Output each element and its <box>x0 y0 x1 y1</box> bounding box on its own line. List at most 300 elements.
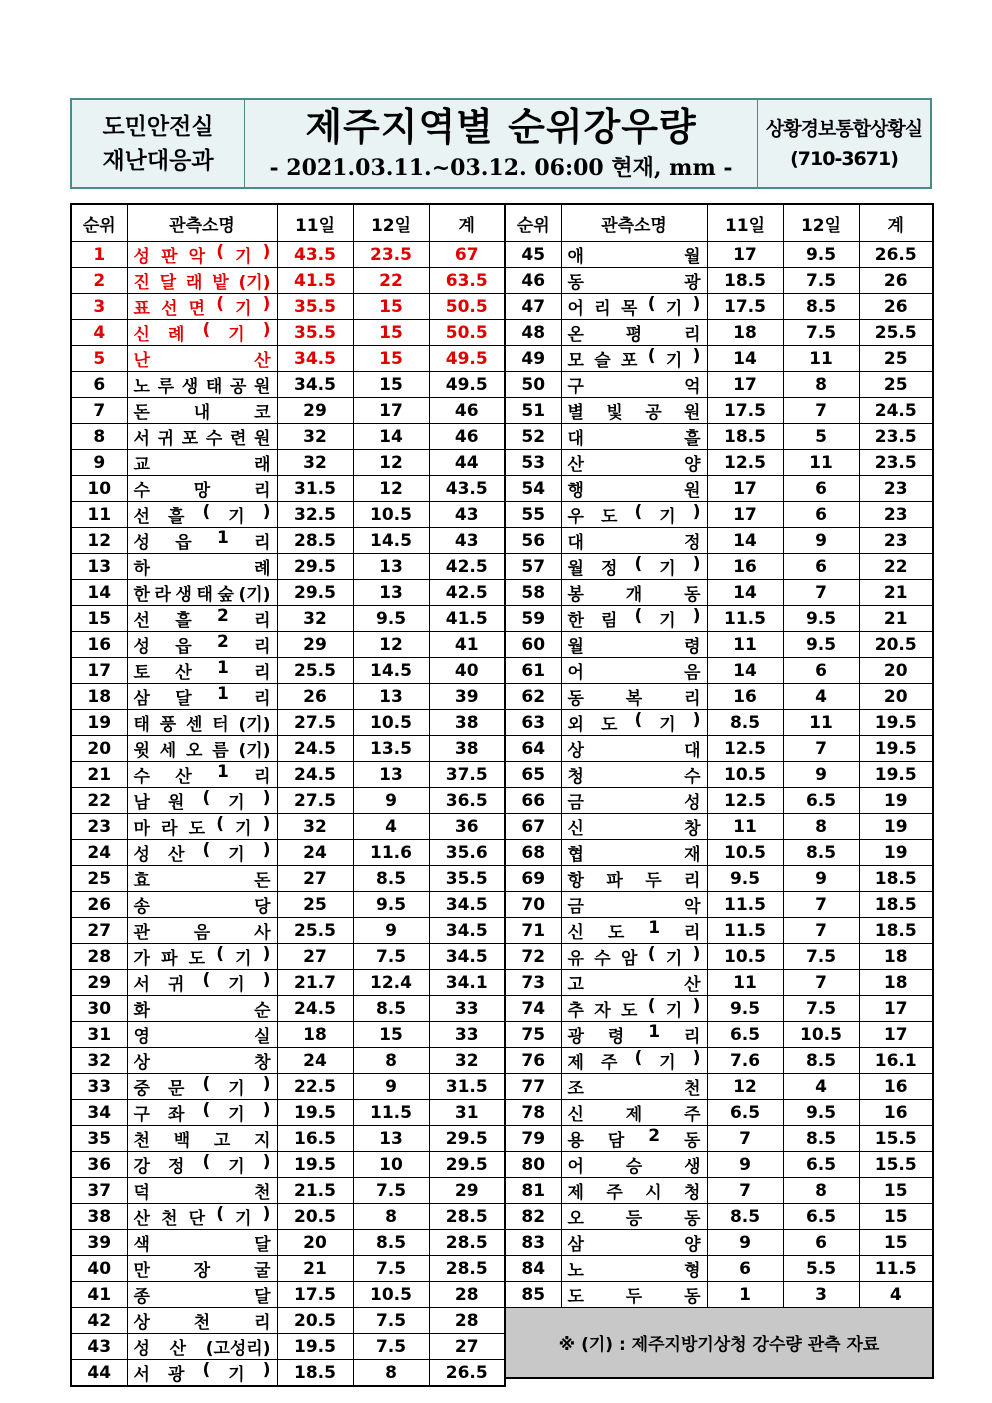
station-name: 조 천 <box>567 1079 701 1099</box>
day11-cell: 11.5 <box>707 892 783 918</box>
day11-cell: 16 <box>707 554 783 580</box>
day12-cell: 8 <box>353 1360 429 1387</box>
station-name: 행 원 <box>567 481 701 501</box>
station-name: 마 라 도 ( 기 ) <box>133 814 271 839</box>
rank-cell: 2 <box>71 268 127 294</box>
rank-cell: 63 <box>505 710 561 736</box>
rank-cell: 17 <box>71 658 127 684</box>
day11-cell: 29.5 <box>277 580 353 606</box>
table-row <box>71 710 505 736</box>
day12-cell: 12 <box>353 450 429 476</box>
table-row <box>505 866 933 892</box>
station-cell <box>127 892 277 918</box>
day11-cell: 6.5 <box>707 1022 783 1048</box>
station-name: 가 파 도 ( 기 ) <box>133 944 271 969</box>
day12-cell: 9 <box>783 528 859 554</box>
col-day11: 11일 <box>277 204 353 242</box>
table-row <box>505 1152 933 1178</box>
station-cell <box>561 866 707 892</box>
total-cell: 43 <box>429 502 505 528</box>
day12-cell: 8.5 <box>783 294 859 320</box>
total-cell: 31 <box>429 1100 505 1126</box>
table-row <box>71 1256 505 1282</box>
total-cell: 19.5 <box>859 736 933 762</box>
day11-cell: 6 <box>707 1256 783 1282</box>
col-total: 계 <box>859 204 933 242</box>
station-name: 추 자 도 ( 기 ) <box>567 996 701 1021</box>
day11-cell: 43.5 <box>277 242 353 268</box>
station-cell <box>561 736 707 762</box>
table-row <box>71 346 505 372</box>
station-name: 난 산 <box>133 351 271 371</box>
day11-cell: 32 <box>277 814 353 840</box>
day12-cell: 14 <box>353 424 429 450</box>
total-cell: 39 <box>429 684 505 710</box>
table-row <box>505 840 933 866</box>
station-cell <box>561 424 707 450</box>
day12-cell: 4 <box>783 1074 859 1100</box>
station-name: 서 귀 ( 기 ) <box>133 970 271 995</box>
table-row <box>71 606 505 632</box>
day12-cell: 13.5 <box>353 736 429 762</box>
rank-cell: 65 <box>505 762 561 788</box>
rank-cell: 31 <box>71 1022 127 1048</box>
station-name: 수 망 리 <box>133 481 271 501</box>
table-row <box>505 398 933 424</box>
table-row <box>505 294 933 320</box>
day12-cell: 7.5 <box>783 268 859 294</box>
rank-cell: 45 <box>505 242 561 268</box>
day11-cell: 20.5 <box>277 1204 353 1230</box>
day12-cell: 23.5 <box>353 242 429 268</box>
day12-cell: 7.5 <box>783 996 859 1022</box>
day12-cell: 9.5 <box>783 632 859 658</box>
total-cell: 29.5 <box>429 1152 505 1178</box>
table-header-row <box>505 204 933 242</box>
station-cell <box>127 1048 277 1074</box>
rank-cell: 20 <box>71 736 127 762</box>
total-cell: 42.5 <box>429 580 505 606</box>
station-cell <box>127 1126 277 1152</box>
table-row <box>505 1126 933 1152</box>
station-cell <box>127 632 277 658</box>
rank-cell: 50 <box>505 372 561 398</box>
day11-cell: 19.5 <box>277 1100 353 1126</box>
station-name: 한 라 생 태 숲 (기) <box>133 585 271 605</box>
day12-cell: 12.4 <box>353 970 429 996</box>
day12-cell: 11 <box>783 346 859 372</box>
station-name: 진 달 래 밭 (기) <box>133 273 271 293</box>
table-header-row <box>71 204 505 242</box>
total-cell: 32 <box>429 1048 505 1074</box>
station-name: 신 도 1 리 <box>567 918 701 943</box>
day11-cell: 27.5 <box>277 788 353 814</box>
table-row <box>71 1178 505 1204</box>
station-name: 천 백 고 지 <box>133 1131 271 1151</box>
rank-cell: 76 <box>505 1048 561 1074</box>
station-name: 신 례 ( 기 ) <box>133 320 271 345</box>
table-row <box>505 944 933 970</box>
total-cell: 15 <box>859 1204 933 1230</box>
day11-cell: 7.6 <box>707 1048 783 1074</box>
day11-cell: 9 <box>707 1230 783 1256</box>
table-row <box>71 502 505 528</box>
station-cell <box>127 918 277 944</box>
day11-cell: 14 <box>707 346 783 372</box>
rank-cell: 60 <box>505 632 561 658</box>
station-cell <box>561 1022 707 1048</box>
total-cell: 63.5 <box>429 268 505 294</box>
total-cell: 34.1 <box>429 970 505 996</box>
table-row <box>505 632 933 658</box>
rank-cell: 74 <box>505 996 561 1022</box>
station-name: 상 대 <box>567 741 701 761</box>
day12-cell: 6 <box>783 476 859 502</box>
rank-cell: 30 <box>71 996 127 1022</box>
total-cell: 33 <box>429 1022 505 1048</box>
day11-cell: 7 <box>707 1178 783 1204</box>
station-cell <box>127 606 277 632</box>
day11-cell: 35.5 <box>277 320 353 346</box>
day12-cell: 9.5 <box>783 242 859 268</box>
rank-cell: 56 <box>505 528 561 554</box>
day11-cell: 11.5 <box>707 918 783 944</box>
table-row <box>71 1022 505 1048</box>
station-name: 산 천 단 ( 기 ) <box>133 1204 271 1229</box>
total-cell: 37.5 <box>429 762 505 788</box>
day11-cell: 32.5 <box>277 502 353 528</box>
station-name: 하 례 <box>133 559 271 579</box>
day12-cell: 7 <box>783 892 859 918</box>
day11-cell: 18.5 <box>707 268 783 294</box>
station-cell <box>127 1360 277 1387</box>
document-header <box>70 98 932 189</box>
total-cell: 19.5 <box>859 710 933 736</box>
station-name: 태 풍 센 터 (기) <box>133 715 271 735</box>
total-cell: 24.5 <box>859 398 933 424</box>
total-cell: 11.5 <box>859 1256 933 1282</box>
station-name: 돈 내 코 <box>133 403 271 423</box>
day12-cell: 7.5 <box>353 1178 429 1204</box>
total-cell: 43 <box>429 528 505 554</box>
table-row <box>71 1230 505 1256</box>
total-cell: 28.5 <box>429 1256 505 1282</box>
table-row <box>505 554 933 580</box>
day12-cell: 7 <box>783 398 859 424</box>
day11-cell: 17 <box>707 242 783 268</box>
day12-cell: 15 <box>353 1022 429 1048</box>
station-cell <box>561 580 707 606</box>
station-name: 월 령 <box>567 637 701 657</box>
day12-cell: 7.5 <box>783 944 859 970</box>
station-cell <box>127 1282 277 1308</box>
day12-cell: 7.5 <box>353 944 429 970</box>
total-cell: 35.5 <box>429 866 505 892</box>
rank-cell: 33 <box>71 1074 127 1100</box>
station-cell <box>561 710 707 736</box>
day11-cell: 11 <box>707 632 783 658</box>
day12-cell: 15 <box>353 372 429 398</box>
day12-cell: 11 <box>783 710 859 736</box>
station-name: 도 두 동 <box>567 1287 701 1307</box>
station-cell <box>127 424 277 450</box>
table-row <box>505 476 933 502</box>
station-name: 효 돈 <box>133 871 271 891</box>
station-cell <box>127 840 277 866</box>
total-cell: 43.5 <box>429 476 505 502</box>
station-name: 표 선 면 ( 기 ) <box>133 294 271 319</box>
day12-cell: 7 <box>783 736 859 762</box>
department-line1: 도민안전실 <box>102 113 214 140</box>
day12-cell: 8 <box>783 1178 859 1204</box>
station-name: 선 흘 2 리 <box>133 606 271 631</box>
table-row <box>505 268 933 294</box>
total-cell: 41.5 <box>429 606 505 632</box>
day11-cell: 17.5 <box>277 1282 353 1308</box>
rank-cell: 28 <box>71 944 127 970</box>
station-cell <box>127 1230 277 1256</box>
total-cell: 16 <box>859 1100 933 1126</box>
day12-cell: 8 <box>353 1204 429 1230</box>
station-cell <box>561 788 707 814</box>
total-cell: 28.5 <box>429 1230 505 1256</box>
station-cell <box>561 476 707 502</box>
day12-cell: 9 <box>783 866 859 892</box>
day12-cell: 4 <box>783 684 859 710</box>
rank-cell: 69 <box>505 866 561 892</box>
table-row <box>71 840 505 866</box>
rank-cell: 38 <box>71 1204 127 1230</box>
day11-cell: 17 <box>707 372 783 398</box>
day11-cell: 21.7 <box>277 970 353 996</box>
station-name: 중 문 ( 기 ) <box>133 1074 271 1099</box>
station-name: 상 창 <box>133 1053 271 1073</box>
station-name: 영 실 <box>133 1027 271 1047</box>
station-cell <box>127 866 277 892</box>
station-name: 용 담 2 동 <box>567 1126 701 1151</box>
rank-cell: 8 <box>71 424 127 450</box>
table-row <box>505 892 933 918</box>
table-row <box>71 1152 505 1178</box>
day11-cell: 19.5 <box>277 1334 353 1360</box>
day12-cell: 10.5 <box>783 1022 859 1048</box>
col-station: 관측소명 <box>561 204 707 242</box>
rank-cell: 84 <box>505 1256 561 1282</box>
table-row <box>71 294 505 320</box>
total-cell: 50.5 <box>429 320 505 346</box>
day11-cell: 16 <box>707 684 783 710</box>
rank-cell: 61 <box>505 658 561 684</box>
day12-cell: 9 <box>353 1074 429 1100</box>
table-row <box>71 1204 505 1230</box>
day12-cell: 12 <box>353 476 429 502</box>
station-name: 유 수 암 ( 기 ) <box>567 944 701 969</box>
station-name: 대 정 <box>567 533 701 553</box>
station-cell <box>561 1074 707 1100</box>
station-cell <box>561 762 707 788</box>
table-row <box>71 762 505 788</box>
station-cell <box>561 814 707 840</box>
rank-cell: 58 <box>505 580 561 606</box>
total-cell: 28.5 <box>429 1204 505 1230</box>
day12-cell: 9.5 <box>783 606 859 632</box>
day12-cell: 8.5 <box>353 1230 429 1256</box>
rank-cell: 26 <box>71 892 127 918</box>
day12-cell: 4 <box>353 814 429 840</box>
rank-cell: 68 <box>505 840 561 866</box>
day11-cell: 32 <box>277 450 353 476</box>
station-cell <box>561 502 707 528</box>
total-cell: 19 <box>859 814 933 840</box>
station-cell <box>127 710 277 736</box>
day11-cell: 24.5 <box>277 996 353 1022</box>
day11-cell: 20 <box>277 1230 353 1256</box>
total-cell: 36.5 <box>429 788 505 814</box>
day11-cell: 29 <box>277 398 353 424</box>
day12-cell: 7 <box>783 970 859 996</box>
total-cell: 34.5 <box>429 918 505 944</box>
station-cell <box>127 1204 277 1230</box>
day11-cell: 27 <box>277 866 353 892</box>
day11-cell: 29.5 <box>277 554 353 580</box>
station-cell <box>127 294 277 320</box>
day11-cell: 18.5 <box>707 424 783 450</box>
station-cell <box>561 658 707 684</box>
total-cell: 26 <box>859 294 933 320</box>
table-row <box>505 320 933 346</box>
rank-cell: 24 <box>71 840 127 866</box>
rank-cell: 57 <box>505 554 561 580</box>
total-cell: 36 <box>429 814 505 840</box>
station-cell <box>127 450 277 476</box>
station-name: 구 억 <box>567 377 701 397</box>
station-name: 고 산 <box>567 975 701 995</box>
day11-cell: 17.5 <box>707 398 783 424</box>
rank-cell: 71 <box>505 918 561 944</box>
page-title: 제주지역별 순위강우량 <box>305 105 697 149</box>
station-cell <box>127 736 277 762</box>
day12-cell: 6.5 <box>783 1152 859 1178</box>
table-row <box>505 1178 933 1204</box>
station-name: 송 당 <box>133 897 271 917</box>
station-cell <box>127 788 277 814</box>
station-cell <box>561 1256 707 1282</box>
total-cell: 49.5 <box>429 372 505 398</box>
day12-cell: 12 <box>353 632 429 658</box>
day12-cell: 14.5 <box>353 658 429 684</box>
station-name: 성 산 ( 기 ) <box>133 840 271 865</box>
day12-cell: 14.5 <box>353 528 429 554</box>
station-cell <box>127 372 277 398</box>
day12-cell: 9 <box>353 918 429 944</box>
station-name: 금 악 <box>567 897 701 917</box>
day12-cell: 6 <box>783 658 859 684</box>
station-name: 신 제 주 <box>567 1105 701 1125</box>
rank-cell: 36 <box>71 1152 127 1178</box>
day11-cell: 24 <box>277 1048 353 1074</box>
station-cell <box>561 1048 707 1074</box>
rank-cell: 53 <box>505 450 561 476</box>
rank-cell: 39 <box>71 1230 127 1256</box>
station-name: 신 창 <box>567 819 701 839</box>
day12-cell: 11 <box>783 450 859 476</box>
station-cell <box>127 528 277 554</box>
day12-cell: 10 <box>353 1152 429 1178</box>
rank-cell: 11 <box>71 502 127 528</box>
rank-cell: 82 <box>505 1204 561 1230</box>
rank-cell: 3 <box>71 294 127 320</box>
table-row <box>71 424 505 450</box>
station-cell <box>561 320 707 346</box>
rank-cell: 70 <box>505 892 561 918</box>
day12-cell: 5.5 <box>783 1256 859 1282</box>
station-name: 수 산 1 리 <box>133 762 271 787</box>
rank-cell: 21 <box>71 762 127 788</box>
rank-cell: 43 <box>71 1334 127 1360</box>
table-row <box>505 450 933 476</box>
station-name: 한 림 ( 기 ) <box>567 606 701 631</box>
station-name: 대 흘 <box>567 429 701 449</box>
station-name: 우 도 ( 기 ) <box>567 502 701 527</box>
table-row <box>505 658 933 684</box>
day11-cell: 6.5 <box>707 1100 783 1126</box>
total-cell: 33 <box>429 996 505 1022</box>
day11-cell: 35.5 <box>277 294 353 320</box>
rank-cell: 4 <box>71 320 127 346</box>
station-cell <box>127 996 277 1022</box>
day11-cell: 28.5 <box>277 528 353 554</box>
total-cell: 26 <box>859 268 933 294</box>
rank-cell: 52 <box>505 424 561 450</box>
total-cell: 44 <box>429 450 505 476</box>
total-cell: 20 <box>859 658 933 684</box>
total-cell: 67 <box>429 242 505 268</box>
station-cell <box>561 944 707 970</box>
table-row <box>71 970 505 996</box>
day11-cell: 21.5 <box>277 1178 353 1204</box>
rainfall-table-right <box>504 203 934 1379</box>
total-cell: 16 <box>859 1074 933 1100</box>
day12-cell: 7 <box>783 580 859 606</box>
rank-cell: 62 <box>505 684 561 710</box>
day12-cell: 13 <box>353 554 429 580</box>
day12-cell: 10.5 <box>353 502 429 528</box>
col-rank: 순위 <box>505 204 561 242</box>
rank-cell: 46 <box>505 268 561 294</box>
day11-cell: 24 <box>277 840 353 866</box>
day12-cell: 6 <box>783 554 859 580</box>
table-row <box>71 892 505 918</box>
station-cell <box>127 1256 277 1282</box>
total-cell: 21 <box>859 606 933 632</box>
total-cell: 25 <box>859 346 933 372</box>
station-name: 성 읍 1 리 <box>133 528 271 553</box>
station-name: 성 산 (고성리) <box>133 1339 271 1359</box>
table-row <box>71 996 505 1022</box>
rank-cell: 5 <box>71 346 127 372</box>
total-cell: 15.5 <box>859 1126 933 1152</box>
day11-cell: 14 <box>707 658 783 684</box>
table-row <box>71 580 505 606</box>
station-name: 어 리 목 ( 기 ) <box>567 294 701 319</box>
table-row <box>71 788 505 814</box>
station-name: 윗 세 오 름 (기) <box>133 741 271 761</box>
contact-phone: (710-3671) <box>790 147 898 170</box>
total-cell: 18 <box>859 970 933 996</box>
rank-cell: 13 <box>71 554 127 580</box>
total-cell: 21 <box>859 580 933 606</box>
total-cell: 4 <box>859 1282 933 1308</box>
